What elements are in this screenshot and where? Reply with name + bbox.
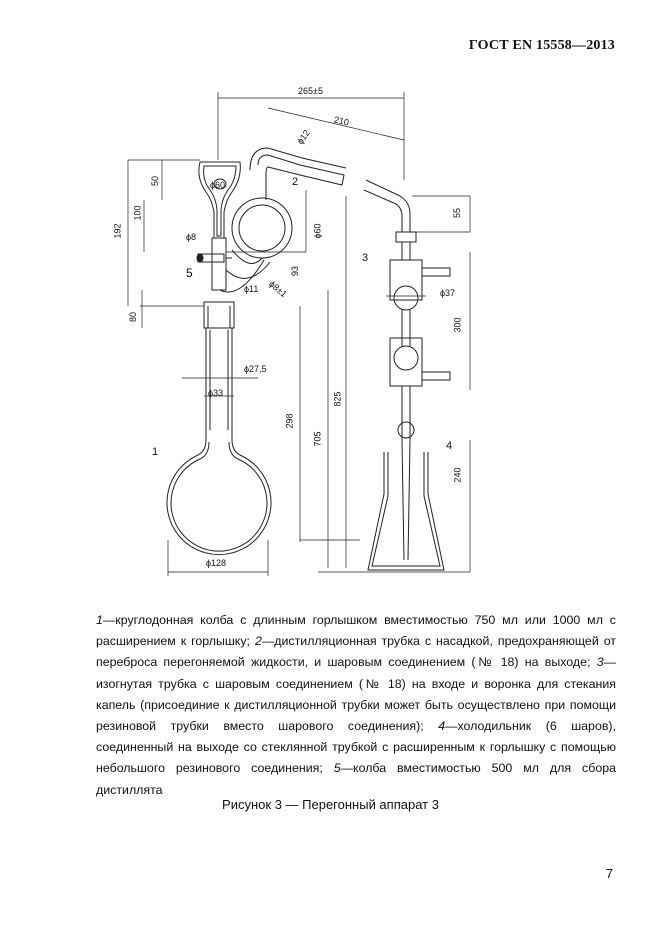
label-4: 4 [446,440,453,452]
dim-8: ϕ8 [186,232,197,242]
caption-num-2: 2 [254,634,262,649]
dim-210: 210 [333,114,350,128]
page-number: 7 [605,866,613,881]
dim-705: 705 [312,431,323,447]
caption-num-3: 3 [596,655,604,670]
caption-text-4: —холодильник (6 шаров), соединенный на выходе со стеклянной трубкой с расширенным к горлышку с помощью небольшого резинового соединения; [96,719,616,776]
dim-55: 55 [452,207,463,219]
dim-80: 80 [128,311,139,323]
dim-37: ϕ37 [440,288,456,298]
dim-100: 100 [132,205,143,221]
caption-text-2: —дистилляционная трубка с насадкой, предохраняющей от переброса перегоняемой жидкости, и шаровым соединением (№ 18) на выходе; [96,634,616,670]
caption-num-4: 4 [438,719,446,734]
dim-11: ϕ11 [244,284,259,294]
standard-header: ГОСТ EN 15558—2013 [468,38,615,53]
caption-text-1: —круглодонная колба с длинным горлышком вместимостью 750 мл или 1000 мл с расширением к горлышку; [96,613,616,649]
figure-caption [96,610,616,801]
caption-text-3: —изогнутая трубка с шаровым соединением (№ 18) на входе и воронка для стекания капель (присоединие к дистилляционной трубки может быть осуществлено при помощи резиновой трубки вместо шарового соединения); [96,655,616,734]
caption-text-5: —колба вместимостью 500 мл для сбора дистиллята [96,761,616,797]
label-2: 2 [292,176,299,188]
caption-num-1: 1 [96,613,103,627]
dim-298: 298 [284,413,295,429]
label-5: 5 [186,266,193,280]
caption-num-5: 5 [333,761,341,776]
label-3: 3 [362,252,369,264]
dim-8-1: ϕ8±1 [267,278,289,300]
dim-93: 93 [290,265,301,277]
dim-50: 50 [150,175,161,187]
dim-300: 300 [452,317,463,333]
dim-825: 825 [332,391,343,407]
dim-27-5: ϕ27,5 [244,364,267,374]
dim-33: ϕ33 [208,388,224,398]
figure-title: Рисунок 3 — Перегонный аппарат 3 [222,797,439,812]
dim-265: 265±5 [298,86,323,96]
dim-240: 240 [452,467,463,483]
dim-12: ϕ12 [295,127,312,147]
dim-60-side: ϕ60 [312,223,323,239]
label-1: 1 [152,446,159,458]
dim-60-top: ϕ60 [210,180,226,190]
dim-192: 192 [112,223,123,239]
dim-128: ϕ128 [206,558,227,568]
